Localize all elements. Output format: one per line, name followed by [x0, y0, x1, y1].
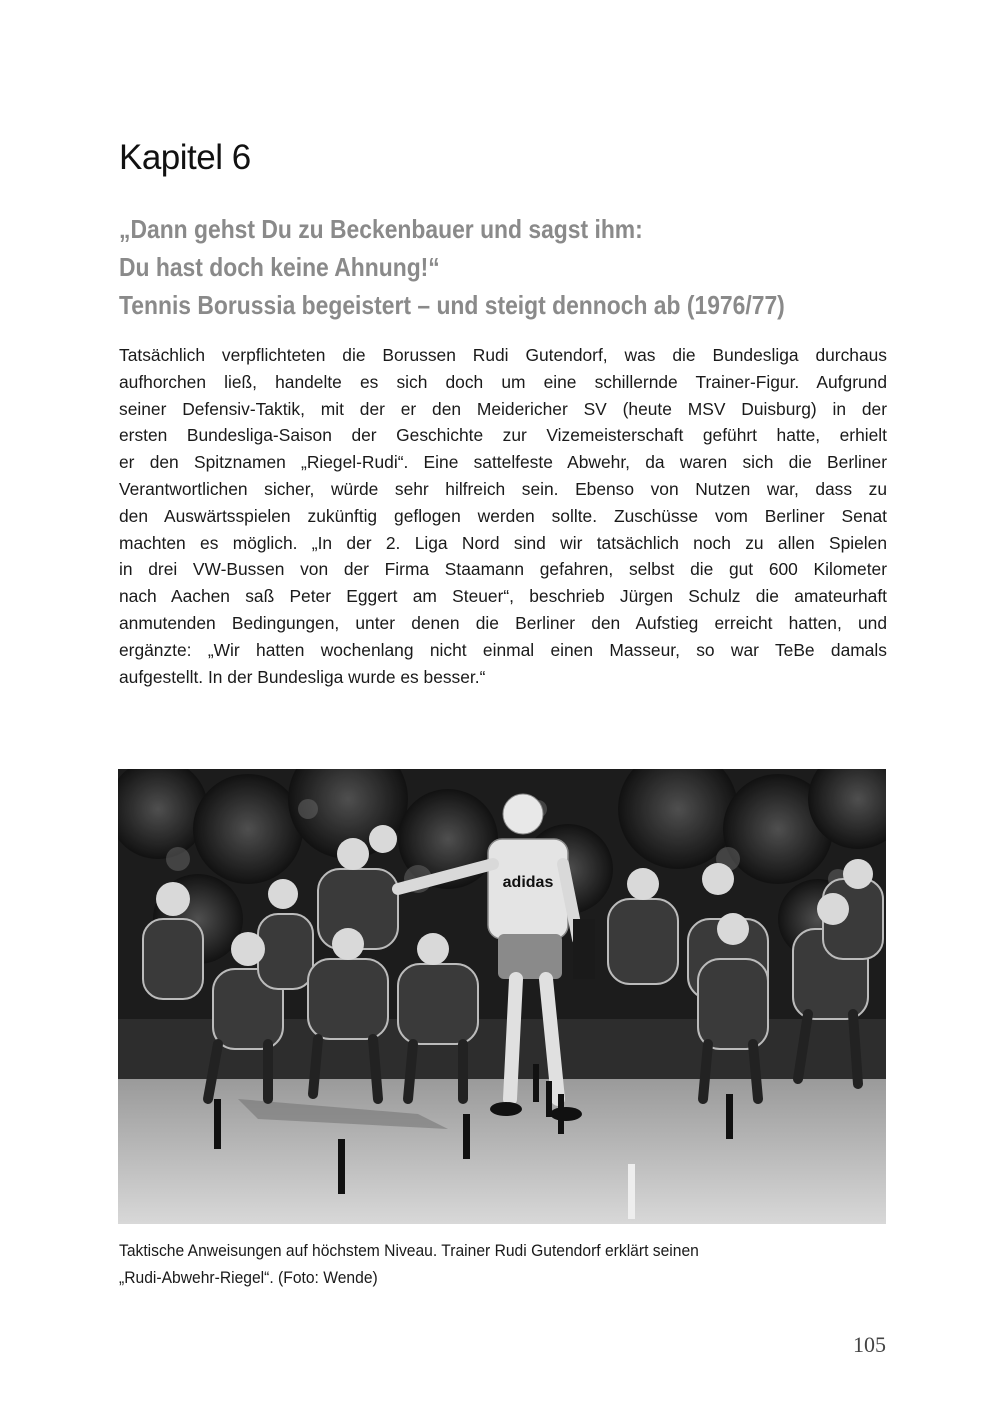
body-paragraph	[119, 342, 887, 690]
caption-line: „Rudi-Abwehr-Riegel“. (Foto: Wende)	[119, 1268, 378, 1287]
headline-line: „Dann gehst Du zu Beckenbauer und sagst ihm:	[119, 214, 643, 244]
body-line: anmutenden Bedingungen, unter denen die Berliner den Aufstieg erreicht hatten, und	[119, 612, 887, 633]
chapter-title: Kapitel 6	[119, 138, 251, 177]
headline-line: Tennis Borussia begeistert – und steigt dennoch ab (1976/77)	[119, 290, 785, 320]
photo-illustration	[118, 769, 886, 1224]
shirt-logo-text: adidas	[502, 874, 554, 891]
photo-trainer-with-players	[118, 769, 886, 1224]
body-line: aufhorchen ließ, handelte es sich doch um eine schillernde Trainer-Figur. Aufgrund	[119, 371, 887, 392]
body-line: Verantwortlichen sicher, würde sehr hilfreich sein. Ebenso von Nutzen war, dass zu	[119, 478, 887, 499]
body-line: seiner Defensiv-Taktik, mit der er den Meidericher SV (heute MSV Duisburg) in der	[119, 398, 887, 419]
body-line: aufgestellt. In der Bundesliga wurde es besser.“	[119, 666, 486, 687]
body-line: den Auswärtsspielen zukünftig geflogen werden sollte. Zuschüsse vom Berliner Senat	[119, 505, 887, 526]
photo-caption	[119, 1237, 837, 1291]
headline-line: Du hast doch keine Ahnung!“	[119, 252, 440, 282]
body-line: machten es möglich. „In der 2. Liga Nord sind wir tatsächlich noch zu allen Spielen	[119, 532, 887, 553]
body-line: ergänzte: „Wir hatten wochenlang nicht einmal einen Masseur, so war TeBe damals	[119, 639, 887, 660]
body-line: nach Aachen saß Peter Eggert am Steuer“, beschrieb Jürgen Schulz die amateurhaft	[119, 586, 887, 607]
body-line: Tatsächlich verpflichteten die Borussen Rudi Gutendorf, was die Bundesliga durchaus	[119, 345, 887, 365]
page-number: 105	[853, 1332, 886, 1357]
chapter-headline	[119, 210, 823, 324]
caption-line: Taktische Anweisungen auf höchstem Niveau. Trainer Rudi Gutendorf erklärt seinen	[119, 1241, 699, 1260]
body-line: in drei VW-Bussen von der Firma Staamann gefahren, selbst die gut 600 Kilometer	[119, 559, 887, 580]
body-line: er den Spitznamen „Riegel-Rudi“. Eine sattelfeste Abwehr, da waren sich die Berliner	[119, 452, 887, 473]
body-line: ersten Bundesliga-Saison der Geschichte zur Vizemeisterschaft geführt hatte, erhielt	[119, 425, 887, 446]
